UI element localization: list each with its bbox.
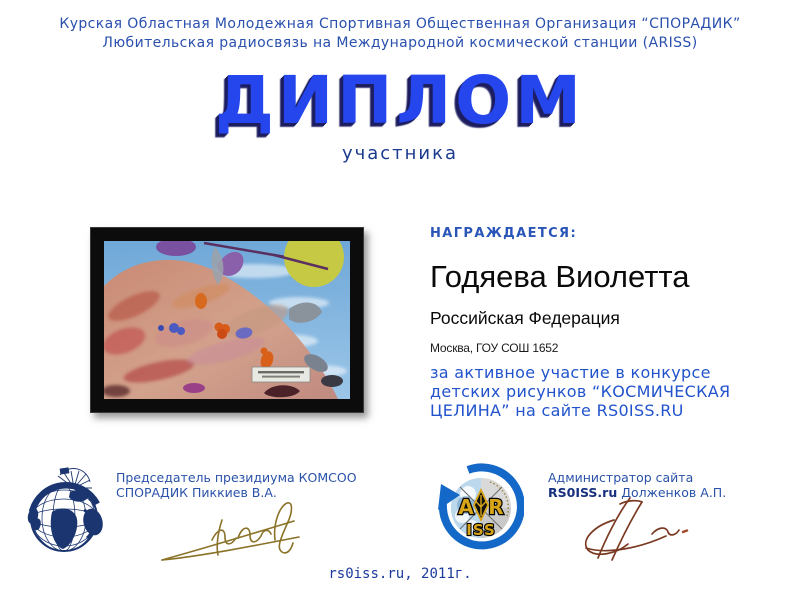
recipient-school: Москва, ГОУ СОШ 1652 [430,341,559,355]
awarded-to-label: НАГРАЖДАЕТСЯ: [430,226,578,241]
recipient-country: Российская Федерация [430,308,620,328]
painting-frame [90,227,364,413]
right-signature [568,492,690,566]
organization-subtitle: Любительская радиосвязь на Международной космической станции (ARISS) [102,35,698,51]
right-signatory-name: RS0ISS.ru Долженков А.П. [548,485,727,500]
footer-site-year: rs0iss.ru, 2011г. [328,566,472,582]
ariss-logo [438,460,524,556]
organization-name: Курская Областная Молодежная Спортивная Общественная Организация “СПОРАДИК” [59,16,741,32]
sporadik-globe-logo [24,462,108,558]
svg-text:ISS: ISS [466,521,496,539]
award-reason: за активное участие в конкурсе детских рисунков “КОСМИЧЕСКАЯ ЦЕЛИНА” на сайте RS0ISS.RU [430,363,731,421]
site-name: RS0ISS.ru [548,485,618,500]
svg-text:R: R [488,495,504,519]
childrens-painting [104,241,350,399]
diploma-subtitle: участника [341,143,459,164]
svg-text:A: A [458,495,474,519]
organization-header [0,15,800,53]
award-block [430,226,792,421]
left-signature [158,494,308,566]
recipient-name: Годяева Виолетта [430,259,690,294]
left-signatory-title: Председатель президиума КОМСОО [116,470,357,485]
left-signatory-name: СПОРАДИК Пиккиев В.А. [116,485,277,500]
right-signatory-title: Администратор сайта [548,470,694,485]
painting-label [252,367,310,382]
diploma-title: ДИПЛОМ [215,62,585,139]
